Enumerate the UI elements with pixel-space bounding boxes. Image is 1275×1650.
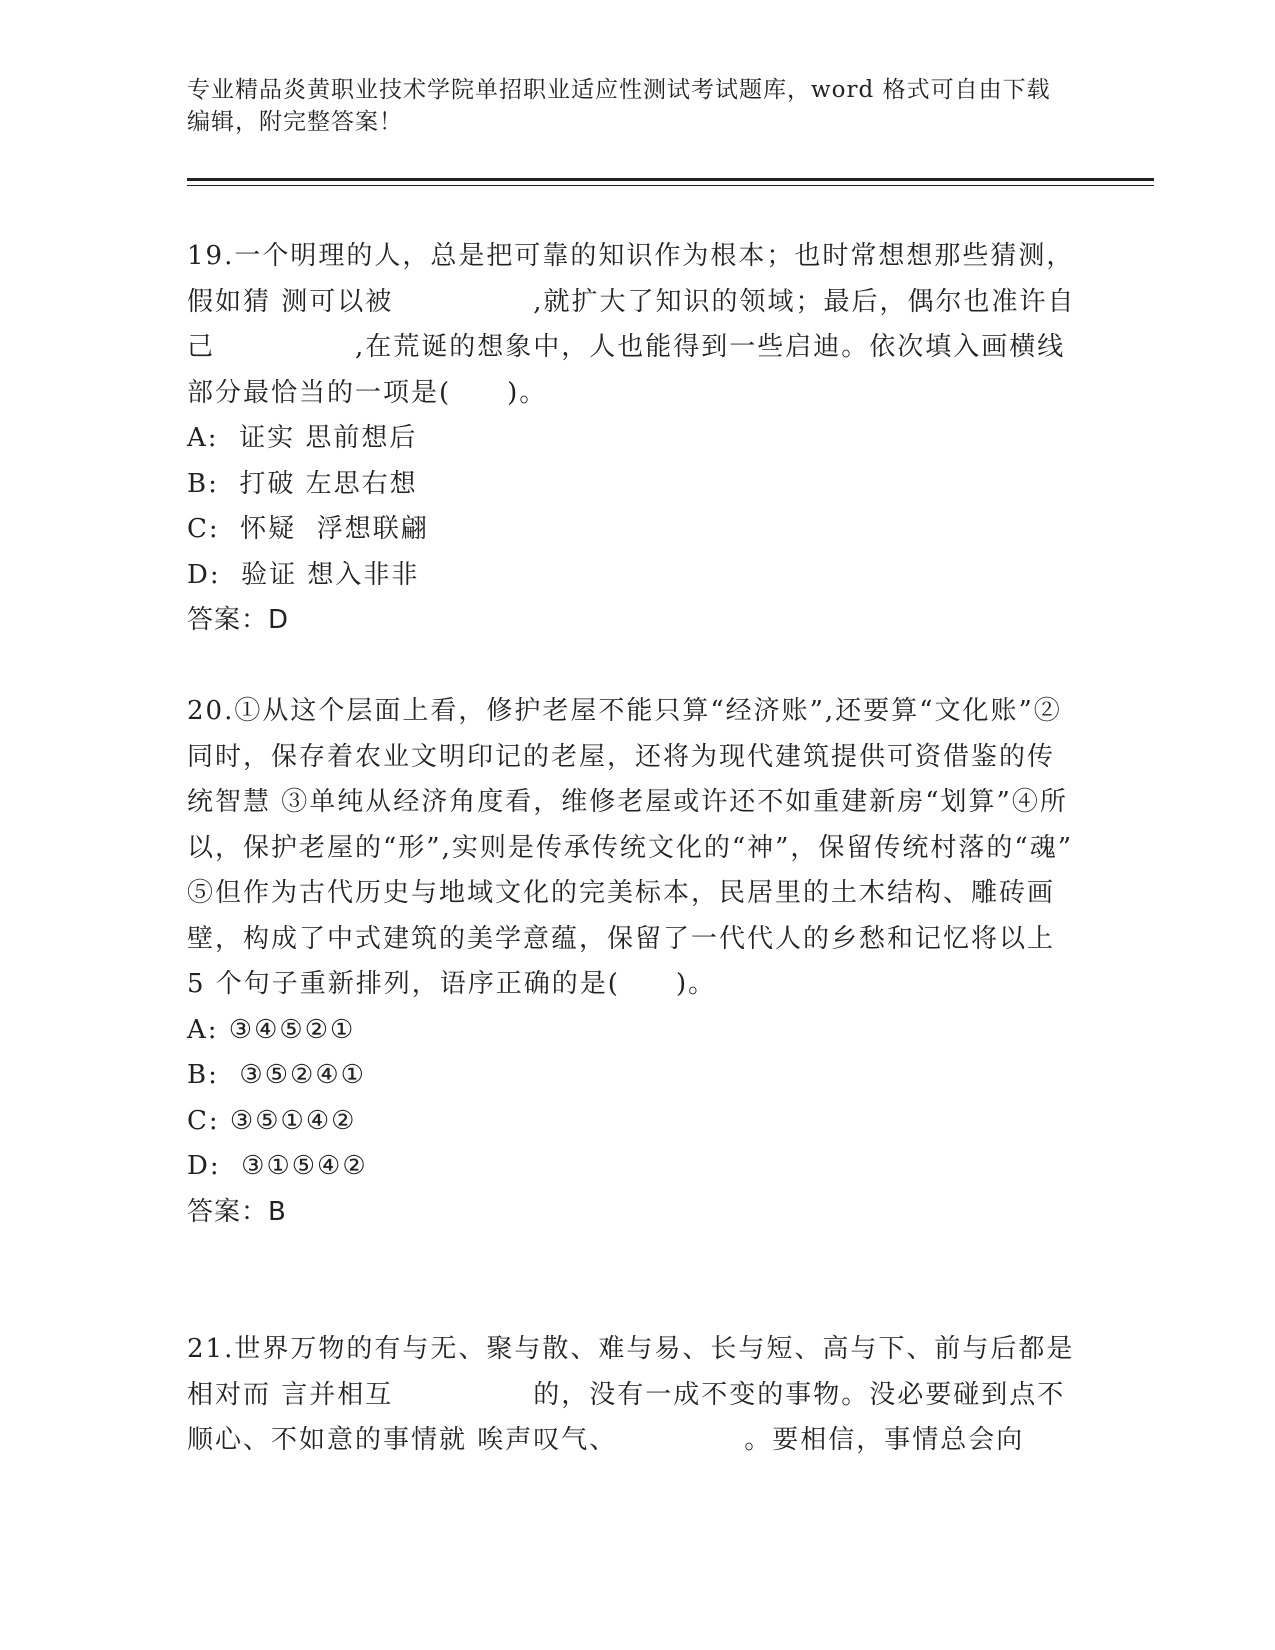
option-c: C: ③⑤①④② [187,1105,357,1136]
document-header [187,74,1067,138]
option-d: D: 验证 想入非非 [187,559,420,590]
question-20 [187,689,1077,1235]
header-rule-thin [187,185,1154,186]
option-c: C: 怀疑 浮想联翩 [187,514,429,544]
question-19 [187,234,1077,644]
option-a: A: 证实 思前想后 [187,423,418,453]
question-stem: 19.一个明理的人，总是把可靠的知识作为根本；也时常想想那些猜测，假如猜 测可以被 ,就扩大了知识的领域；最后，偶尔也准许自己 ,在荒诞的想象中，人也能得到一些启迪。依次填入画横线部分最恰当的一项是( )。 [187,241,1076,408]
option-a: A: ③④⑤②① [187,1014,356,1045]
option-b: B: ③⑤②④① [187,1060,366,1090]
answer-line: 答案：B [187,1196,287,1227]
question-stem: 21.世界万物的有与无、聚与散、难与易、长与短、高与下、前与后都是相对而 言并相互 的，没有一成不变的事物。没必要碰到点不顺心、不如意的事情就 唉声叹气、 。要相信，事情总会向 [187,1334,1075,1455]
question-stem: 20.①从这个层面上看，修护老屋不能只算“经济账”,还要算“文化账”②同时，保存着农业文明印记的老屋，还将为现代建筑提供可资借鉴的传统智慧 ③单纯从经济角度看，维修老屋或许还不如重建新房“划算”④所以，保护老屋的“形”,实则是传承传统文化的“神”，保留传统村落的“魂” ⑤但作为古代历史与地域文化的完美标本，民居里的土木结构、雕砖画壁，构成了中式建筑的美学意蕴，保留了一代代人的乡愁和记忆将以上 5 个句子重新排列，语序正确的是( )。 [187,696,1074,999]
header-line-2: 编辑，附完整答案！ [187,109,403,135]
header-line-1: 专业精品炎黄职业技术学院单招职业适应性测试考试题库，word 格式可自由下载 [187,77,1051,103]
header-rule-thick [187,178,1154,181]
answer-line: 答案：D [187,605,290,635]
option-b: B: 打破 左思右想 [187,468,418,499]
question-21 [187,1327,1077,1464]
option-d: D: ③①⑤④② [187,1151,368,1181]
